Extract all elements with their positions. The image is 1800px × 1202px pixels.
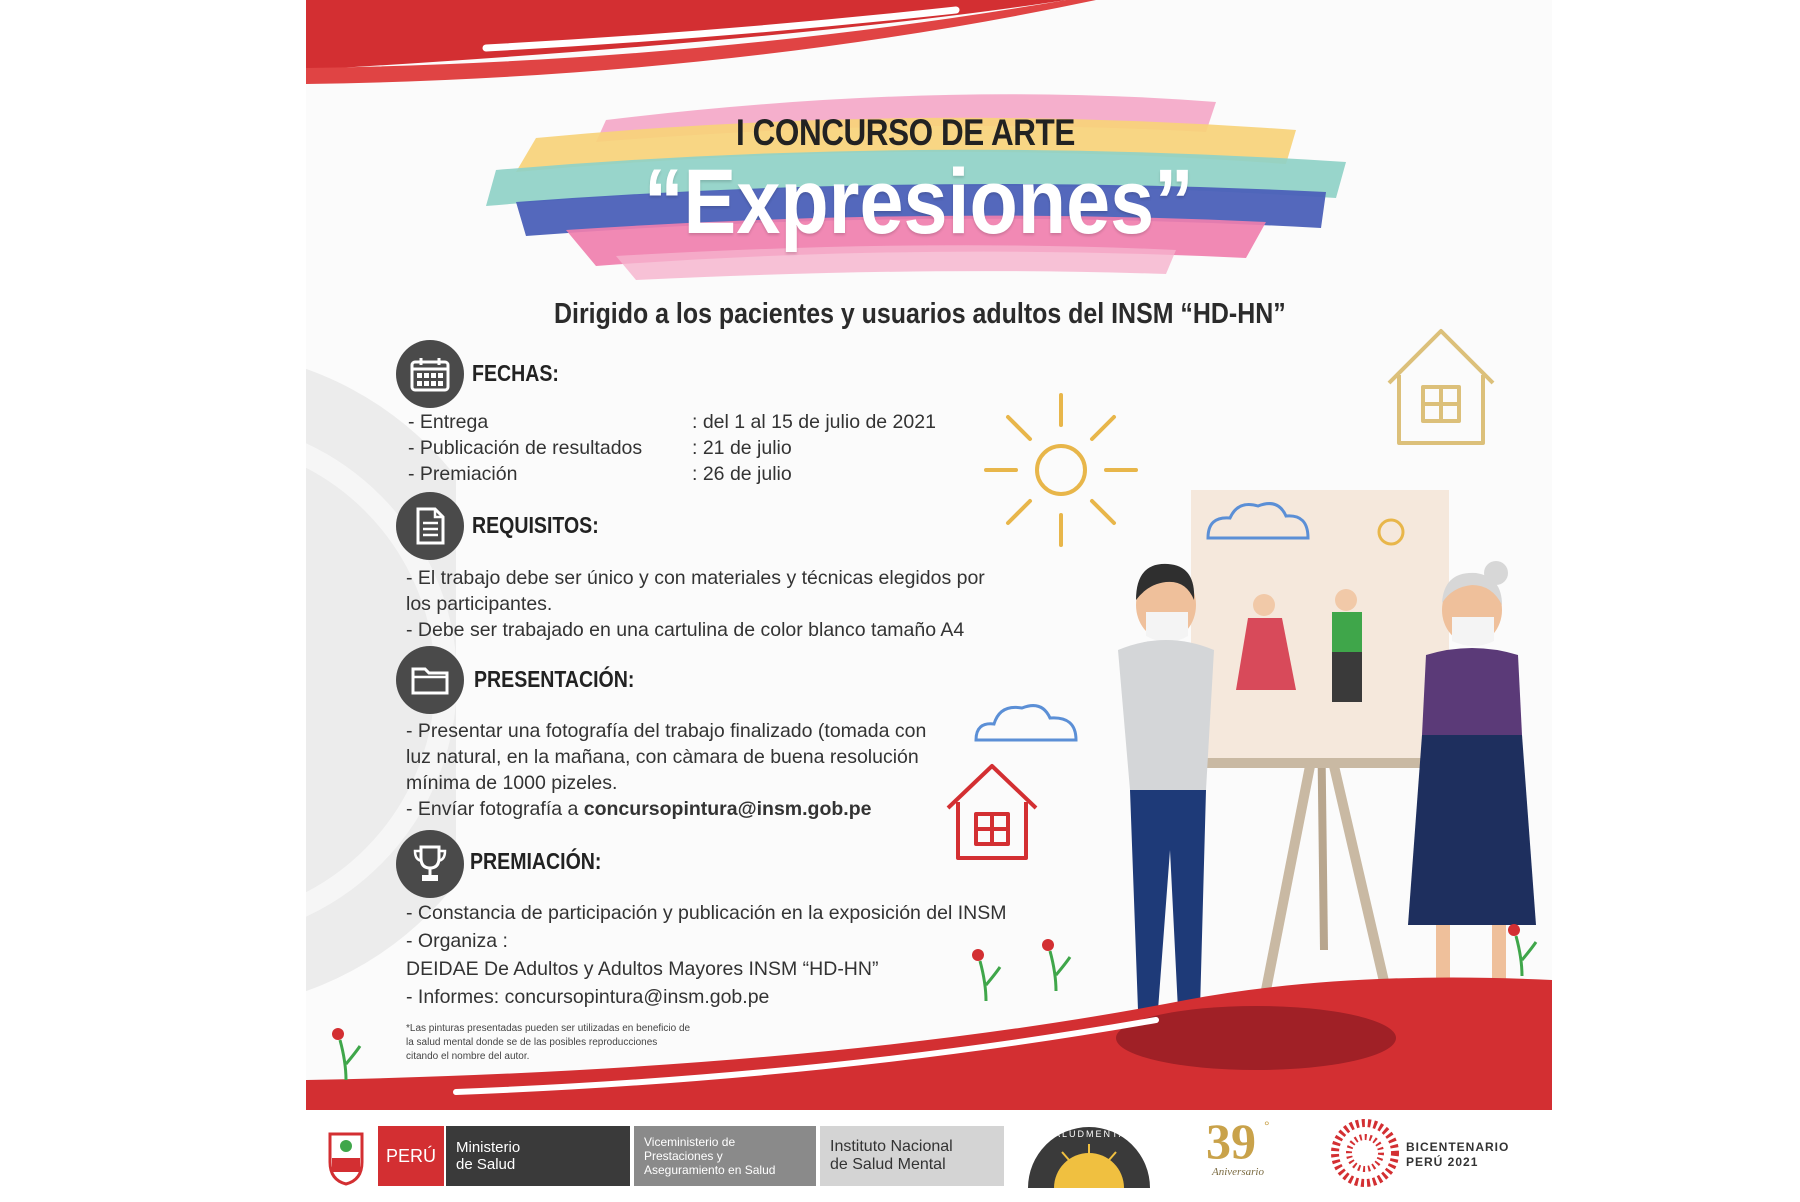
- bicentenario-line-1: BICENTENARIO: [1406, 1140, 1510, 1154]
- premiacion-line-2: - Organiza :: [406, 930, 508, 952]
- folder-icon: [396, 646, 464, 714]
- bicentenario-emblem-icon: [1330, 1118, 1400, 1188]
- viceministerio-logo: [634, 1126, 816, 1186]
- presentacion-email-line: [406, 796, 871, 822]
- fechas-label-publicacion: - Publicación de resultados: [408, 437, 643, 459]
- sun-icon: [976, 385, 1146, 555]
- ministerio-line-1: Ministerio: [456, 1139, 521, 1156]
- fechas-heading: FECHAS:: [472, 360, 559, 386]
- requisitos-line-2: los participantes.: [406, 593, 553, 615]
- flower-icon: [966, 945, 1006, 1005]
- premiacion-line-3: DEIDAE De Adultos y Adultos Mayores INSM “HD-HN”: [406, 958, 879, 980]
- requisitos-line-1: - El trabajo debe ser único y con materiales y técnicas elegidos por: [406, 567, 985, 589]
- fechas-label-premiacion: - Premiación: [408, 463, 518, 485]
- pre-title: I CONCURSO DE ARTE: [736, 112, 1075, 153]
- bicentenario-line-2: PERÚ 2021: [1406, 1155, 1479, 1169]
- flower-icon: [1502, 920, 1542, 980]
- premiacion-line-4: - Informes: concursopintura@insm.gob.pe: [406, 986, 770, 1008]
- anniversary-number: 39: [1206, 1113, 1256, 1169]
- fechas-label-entrega: - Entrega: [408, 411, 489, 433]
- fechas-value-entrega: : del 1 al 15 de julio de 2021: [692, 411, 936, 433]
- poster: [306, 0, 1552, 1202]
- vice-line-1: Viceministerio de: [644, 1135, 736, 1149]
- premiacion-line-1: - Constancia de participación y publicación en la exposición del INSM: [406, 902, 1007, 924]
- document-icon: [396, 492, 464, 560]
- house-icon: [1381, 325, 1501, 450]
- ministerio-line-2: de Salud: [456, 1156, 516, 1173]
- insm-line-1: Instituto Nacional: [830, 1138, 953, 1155]
- footnote-line-1: *Las pinturas presentadas pueden ser utilizadas en beneficio de: [406, 1023, 691, 1034]
- peru-logo: [378, 1126, 444, 1186]
- subtitle: Dirigido a los pacientes y usuarios adultos del INSM “HD-HN”: [554, 298, 1286, 330]
- presentacion-line-2: luz natural, en la mañana, con càmara de buena resolución: [406, 746, 919, 768]
- email-prefix: - Envíar fotografía a: [406, 798, 584, 820]
- trophy-icon: [396, 830, 464, 898]
- house-icon: [944, 762, 1040, 862]
- main-title: “Expresiones”: [644, 151, 1194, 253]
- flower-icon: [326, 1024, 366, 1084]
- saludmental-label: SALUDMENTAL: [1046, 1129, 1134, 1139]
- fechas-value-premiacion: : 26 de julio: [692, 463, 792, 485]
- anniversary-label: Aniversario: [1212, 1166, 1264, 1178]
- insm-logo: [820, 1126, 1004, 1186]
- fechas-value-publicacion: : 21 de julio: [692, 437, 792, 459]
- bottom-red-banner: [306, 960, 1552, 1110]
- requisitos-heading: REQUISITOS:: [472, 512, 599, 538]
- insm-line-2: de Salud Mental: [830, 1156, 946, 1173]
- presentacion-line-3: mínima de 1000 pizeles.: [406, 772, 618, 794]
- vice-line-2: Prestaciones y: [644, 1149, 723, 1163]
- cloud-icon: [972, 700, 1082, 744]
- premiacion-heading: PREMIACIÓN:: [470, 848, 602, 874]
- vice-line-3: Aseguramiento en Salud: [644, 1163, 776, 1177]
- flower-icon: [1036, 935, 1076, 995]
- contest-email-link[interactable]: concursopintura@insm.gob.pe: [583, 798, 872, 820]
- presentacion-line-1: - Presentar una fotografía del trabajo finalizado (tomada con: [406, 720, 927, 742]
- presentacion-heading: PRESENTACIÓN:: [474, 666, 635, 692]
- peru-label: PERÚ: [385, 1145, 436, 1166]
- footnote-line-2: la salud mental donde se de las posibles reproducciones: [406, 1037, 658, 1048]
- ministerio-logo: [446, 1126, 630, 1186]
- anniversary-degree: °: [1264, 1118, 1270, 1134]
- footnote-line-3: citando el nombre del autor.: [406, 1051, 530, 1062]
- calendar-icon: [396, 340, 464, 408]
- requisitos-line-3: - Debe ser trabajado en una cartulina de color blanco tamaño A4: [406, 619, 965, 641]
- peru-coat-of-arms-icon: [322, 1128, 370, 1186]
